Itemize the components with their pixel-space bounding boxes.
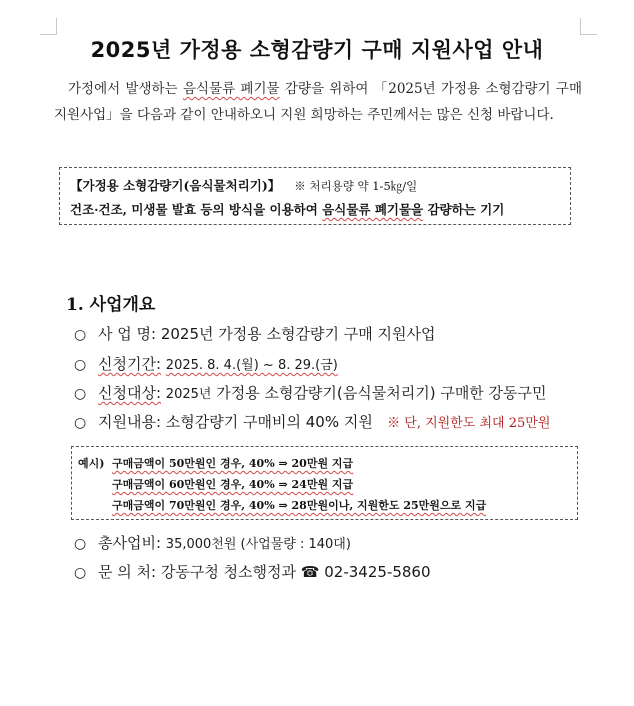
page-corner-mark-right	[580, 18, 597, 35]
bullet-icon: ○	[74, 357, 87, 373]
bullet-icon: ○	[74, 386, 87, 402]
intro-paragraph	[54, 76, 582, 128]
bullet-icon: ○	[74, 327, 87, 343]
item-value-year: 2025년	[165, 387, 212, 402]
definition-box	[59, 167, 571, 225]
item-value: 강동구청 청소행정과 ☎ 02-3425-5860	[160, 563, 431, 581]
item-value: 2025년 가정용 소형감량기 구매 지원사업	[160, 325, 436, 343]
intro-underlined-term: 음식물류 폐기물	[182, 81, 280, 97]
section-heading: 1. 사업개요	[66, 295, 156, 315]
document-title: 2025년 가정용 소형감량기 구매 지원사업 안내	[90, 38, 544, 62]
capacity-note: ※ 처리용량 약 1-5㎏/일	[294, 179, 418, 193]
intro-text-2: 감량을 위하여 「2025년 가정용 소형감량기 구매 지원사업」을 다음과 같이 안내하오니 지원 희망하는 주민께서는 많은 신청 바랍니다.	[54, 81, 582, 123]
item-value: 2025. 8. 4.(월) ~ 8. 29.(금)	[165, 358, 338, 373]
overview-item-support	[74, 411, 550, 432]
item-label: 총사업비:	[98, 534, 162, 552]
item-label: 신청기간:	[98, 355, 162, 373]
bullet-icon: ○	[74, 565, 87, 581]
bullet-icon: ○	[74, 536, 87, 552]
overview-item-budget	[74, 532, 351, 553]
item-label: 신청대상:	[98, 384, 162, 402]
page-corner-mark-left	[40, 18, 57, 35]
definition-desc-underlined: 음식물류 폐기물을	[322, 202, 424, 217]
item-label: 문 의 처:	[98, 563, 157, 581]
overview-item-target	[74, 382, 547, 403]
example-row: 구매금액이 70만원인 경우, 40% ⇒ 28만원이나, 지원한도 25만원으로 지급	[112, 499, 487, 512]
definition-desc-pre: 건조·건조, 미생물 발효 등의 방식을 이용하여	[70, 202, 323, 217]
overview-item-period	[74, 353, 338, 374]
intro-text-1: 가정에서 발생하는	[68, 81, 183, 97]
overview-item-contact	[74, 561, 431, 582]
bullet-icon: ○	[74, 415, 87, 431]
definition-heading: 【가정용 소형감량기(음식물처리기)】	[70, 178, 281, 193]
example-row: 구매금액이 60만원인 경우, 40% ⇒ 24만원 지급	[112, 478, 354, 491]
definition-description	[70, 200, 504, 218]
definition-heading-line	[70, 176, 417, 194]
definition-desc-post: 감량하는 기기	[423, 202, 505, 217]
example-label: 예시)	[78, 457, 105, 470]
example-box	[71, 446, 578, 520]
item-value: 소형감량기 구매비의 40% 지원	[165, 413, 373, 431]
support-limit-note: ※ 단, 지원한도 최대 25만원	[387, 416, 551, 431]
item-value: 가정용 소형감량기(음식물처리기) 구매한 강동구민	[211, 384, 547, 402]
item-value: 35,000천원 (사업물량 : 140대)	[165, 537, 351, 552]
item-label: 지원내용:	[98, 413, 162, 431]
example-row: 구매금액이 50만원인 경우, 40% ⇒ 20만원 지급	[112, 457, 354, 470]
item-label: 사 업 명:	[98, 325, 157, 343]
overview-item-name	[74, 323, 435, 344]
